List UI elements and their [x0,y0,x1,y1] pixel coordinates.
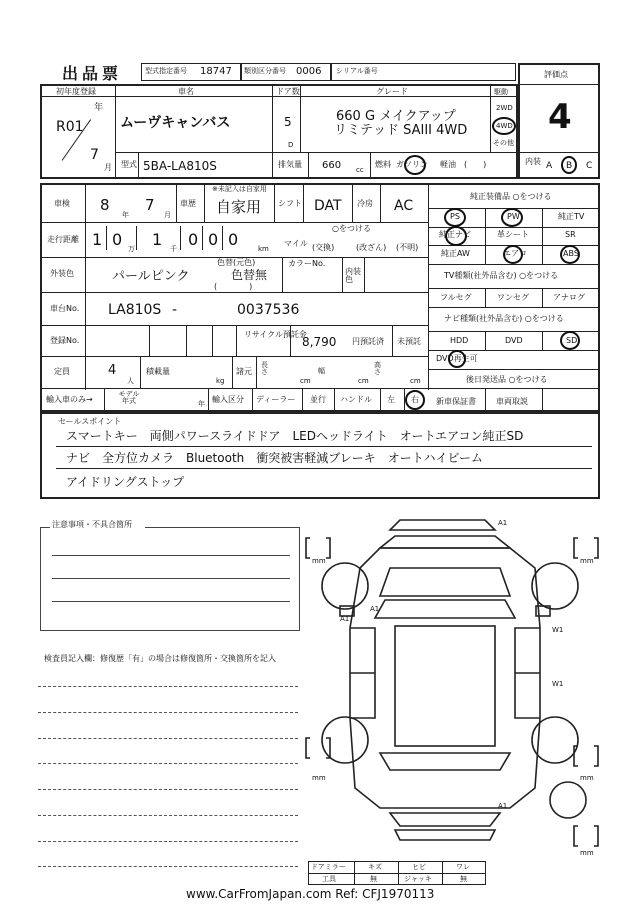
inspector-label: 検査員記入欄：修復歴「有」の場合は修復箇所・交換箇所を記入 [44,654,276,663]
handle-label: ハンドル [340,395,372,404]
history-note: ※未記入は自家用 [212,185,267,193]
import-label: 輸入車のみ→ [46,395,93,404]
legend-tool: 工具 [322,875,336,883]
hood-shape [380,568,510,596]
chassis-prefix: LA810S [108,302,162,318]
fuel-gasoline-circle [404,155,426,175]
model-approval-value: 18747 [200,66,232,77]
opt-ps-circle [444,208,466,227]
shaken-gatsu: 月 [164,211,171,219]
selling-point-line1: スマートキー 両側パワースライドドア LEDヘッドライト オートエアコン純正SD [66,429,524,443]
damage-w1-right-front: W1 [552,626,564,634]
damage-a1-hood: A1 [370,605,380,613]
interior-c: C [586,161,593,171]
fuel-light: 軽油 [440,160,456,169]
model-approval-label: 型式指定番号 [145,67,187,75]
interior-a: A [546,161,553,171]
opt-tv: 純正TV [558,212,585,221]
history-value: 自家用 [216,198,262,216]
opt-aero-circle [503,245,523,264]
shaken-month: 7 [145,196,155,214]
bracket-fl-left [306,538,310,558]
docs-title: 後日発送品 ○をつける [466,375,548,384]
bracket-sp-right [594,826,598,846]
sheet-title: 出品票 [62,64,123,83]
drive-4wd-circle [492,117,516,135]
opt-aero: エアロ [503,249,527,258]
shaken-year: 8 [100,196,110,214]
recycle-label: リサイクル預託金 [244,330,307,339]
bracket-rl-left [306,738,310,758]
mileage-digit-3: 1 [152,230,163,249]
shift-value: DAT [314,198,342,214]
opt-abs: ABS [563,249,579,258]
mileage-mark-note: ○をつける [332,224,371,233]
first-reg-month: 7 [90,147,99,163]
opt-leather: 革シート [497,230,529,239]
opt-ps: PS [450,212,460,221]
caution-label: 注意事項・不具合箇所 [52,520,132,529]
height-label: 高さ [374,361,381,376]
roof-shape [395,626,495,746]
shift-label: シフト [278,199,302,208]
mileage-unknown: (不明) [396,243,419,252]
displacement-value: 660 [322,160,342,171]
fuel-label: 燃料 [375,160,391,169]
doors-value: 5 [284,115,292,129]
recycle-unit: 円預託済 [352,337,384,346]
tire-mm-fl: mm [312,557,326,565]
selling-points-label: セールスポイント [58,417,122,426]
displacement-label: 排気量 [278,160,302,169]
wheel-front-left [322,563,368,609]
front-bumper-shape [390,520,495,530]
hood-front-shape [380,536,510,548]
shaken-nen: 年 [122,211,129,219]
mileage-sen: 千 [170,245,177,253]
chassis-number: 0037536 [237,302,300,318]
opt-pw-circle [501,208,523,227]
bracket-rr-right [594,746,598,766]
opt-manual: 車両取説 [496,397,528,406]
dims-label: 諸元 [236,367,252,376]
capacity-unit: 人 [127,377,134,385]
opt-dvd-play-circle [448,350,466,368]
tv-title: TV種類(社外品含む) ○をつける [444,271,559,280]
mileage-swap: (交換) [312,243,335,252]
drive-other: その他 [493,139,514,147]
type-value: 5BA-LA810S [143,159,217,173]
drive-4wd: 4WD [496,122,513,130]
color-no-label: カラーNo. [288,259,326,268]
rear-window-shape [380,753,510,770]
car-diagram [300,508,620,848]
color-label: 外装色 [50,269,74,278]
doors-label: ドア数 [276,87,300,96]
length-label: 長さ [261,361,268,376]
first-reg-year-char: 年 [94,103,104,113]
drive-label: 駆動 [494,88,508,96]
mileage-digit-5: 0 [208,230,219,249]
legend-crack: ヒビ [412,863,426,871]
category-label: 類別区分番号 [244,67,286,75]
color-paren: ( ) [214,282,253,291]
type-label: 型式 [121,160,137,169]
mileage-digit-2: 0 [112,230,123,249]
registration-label: 登録No. [50,336,80,345]
handle-left: 左 [387,395,395,404]
first-reg-month-char: 月 [104,163,112,172]
legend-door-mirror: ドアミラー [311,863,346,871]
opt-hdd: HDD [450,336,469,345]
opt-pw: PW [507,212,520,221]
opt-oneseg: ワンセグ [497,293,529,302]
history-label: 車歴 [180,199,196,208]
drive-2wd: 2WD [496,104,513,112]
score-value: 4 [548,97,572,137]
length-cm: cm [300,377,311,385]
model-year-unit: 年 [198,400,205,408]
opt-navi-circle [445,226,467,246]
bracket-fl-right [326,538,330,558]
interior-b: B [566,161,573,171]
opt-analog: アナログ [553,293,585,302]
car-name-label: 車名 [178,87,194,96]
damage-w1-right-rear: W1 [552,680,564,688]
damage-a1-left: A1 [340,615,350,623]
factory-title: 純正装備品 ○をつける [470,192,552,201]
shaken-label: 車検 [54,199,70,208]
rear-bumper-shape [390,813,500,826]
spare-wheel [550,782,586,818]
import-parallel: 並行 [310,395,326,404]
opt-fullseg: フルセグ [440,293,472,302]
windshield-shape [375,600,515,618]
opt-sr: SR [565,230,576,239]
width-label: 幅 [318,367,325,375]
first-reg-label: 初年度登録 [56,87,96,96]
opt-dvd-play: DVD再生可 [436,354,478,363]
fuel-paren: ( ) [464,160,487,169]
footer-watermark: www.CarFromJapan.com Ref: CFJ1970113 [186,887,435,901]
mileage-revised: (改ざん) [356,243,387,252]
navi-title: ナビ種類(社外品含む) ○をつける [444,314,564,323]
body-outline [350,548,540,808]
mileage-label: 走行距離 [47,235,79,244]
capacity-value: 4 [108,363,117,378]
score-label: 評価点 [544,70,568,79]
wheel-front-right [532,563,578,609]
legend-none2: 無 [460,875,467,883]
displacement-cc: cc [356,166,364,174]
selling-point-line3: アイドリングストップ [66,475,185,489]
tire-mm-rr: mm [580,774,594,782]
opt-navi: 純正ナビ [439,230,471,239]
mileage-man: 万 [128,245,135,253]
mileage-digit-1: 1 [92,230,103,249]
load-unit: kg [216,377,225,385]
fuel-value: ガソリン [396,160,428,169]
damage-a1-rear: A1 [498,802,508,810]
opt-warranty: 新車保証書 [436,397,476,406]
legend-none1: 無 [370,875,377,883]
chassis-dash: - [172,302,178,318]
color-repaint-value: 色替無 [231,268,268,282]
ac-label: 冷房 [357,199,373,208]
car-name-value: ムーヴキャンバス [120,115,231,131]
recycle-value: 8,790 [302,335,337,349]
first-reg-era-year: R01 [56,119,84,135]
mileage-mile: マイル [284,239,308,248]
load-label: 積載量 [146,367,170,376]
bracket-fr-left [574,538,578,558]
opt-sd: SD [566,336,578,345]
caution-box [40,527,300,631]
capacity-label: 定員 [54,367,70,376]
chassis-label: 車台No. [50,304,80,313]
interior-color-label: 内装色 [345,267,361,284]
interior-b-circle [561,156,577,174]
bracket-sp-left [574,826,578,846]
grade-label: グレード [376,87,408,96]
legend-jack: ジャッキ [404,875,432,883]
wheel-rear-left [322,717,368,763]
mileage-km: km [258,245,269,253]
opt-abs-circle [560,245,580,264]
bracket-fr-right [594,538,598,558]
color-repaint-label: 色替(元色) [217,258,256,267]
opt-dvd: DVD [505,336,523,345]
import-dealer: ディーラー [256,395,296,404]
grade-line2: リミテッド SAIII 4WD [334,123,468,138]
interior-label: 内装 [525,157,541,166]
import-type-label: 輸入区分 [212,395,244,404]
damage-a1-front: A1 [498,519,508,527]
mileage-digit-6: 0 [228,230,239,249]
rear-bumper-lower-shape [395,830,495,840]
serial-label: シリアル番号 [336,67,378,75]
handle-right-circle [405,390,425,410]
color-value: パールピンク [112,269,190,284]
tire-mm-rl: mm [312,774,326,782]
tire-mm-fr: mm [580,557,594,565]
ac-value: AC [394,198,414,214]
opt-sd-circle [560,331,580,350]
handle-right: 右 [411,395,419,404]
width-cm: cm [358,377,369,385]
model-year-label: モデル年式 [118,390,140,405]
opt-aw: 純正AW [441,249,470,258]
height-cm: cm [410,377,421,385]
doors-sub: D [288,141,294,149]
recycle-not: 未預託 [397,337,421,346]
selling-point-line2: ナビ 全方位カメラ Bluetooth 衝突被害軽減ブレーキ オートハイビーム [66,451,484,465]
category-value: 0006 [296,66,322,77]
legend-warp: ワレ [456,863,470,871]
tire-mm-spare: mm [580,849,594,857]
grade-line1: 660 G メイクアップ [336,109,456,124]
mileage-digit-4: 0 [188,230,199,249]
legend-scratch: キズ [368,863,382,871]
